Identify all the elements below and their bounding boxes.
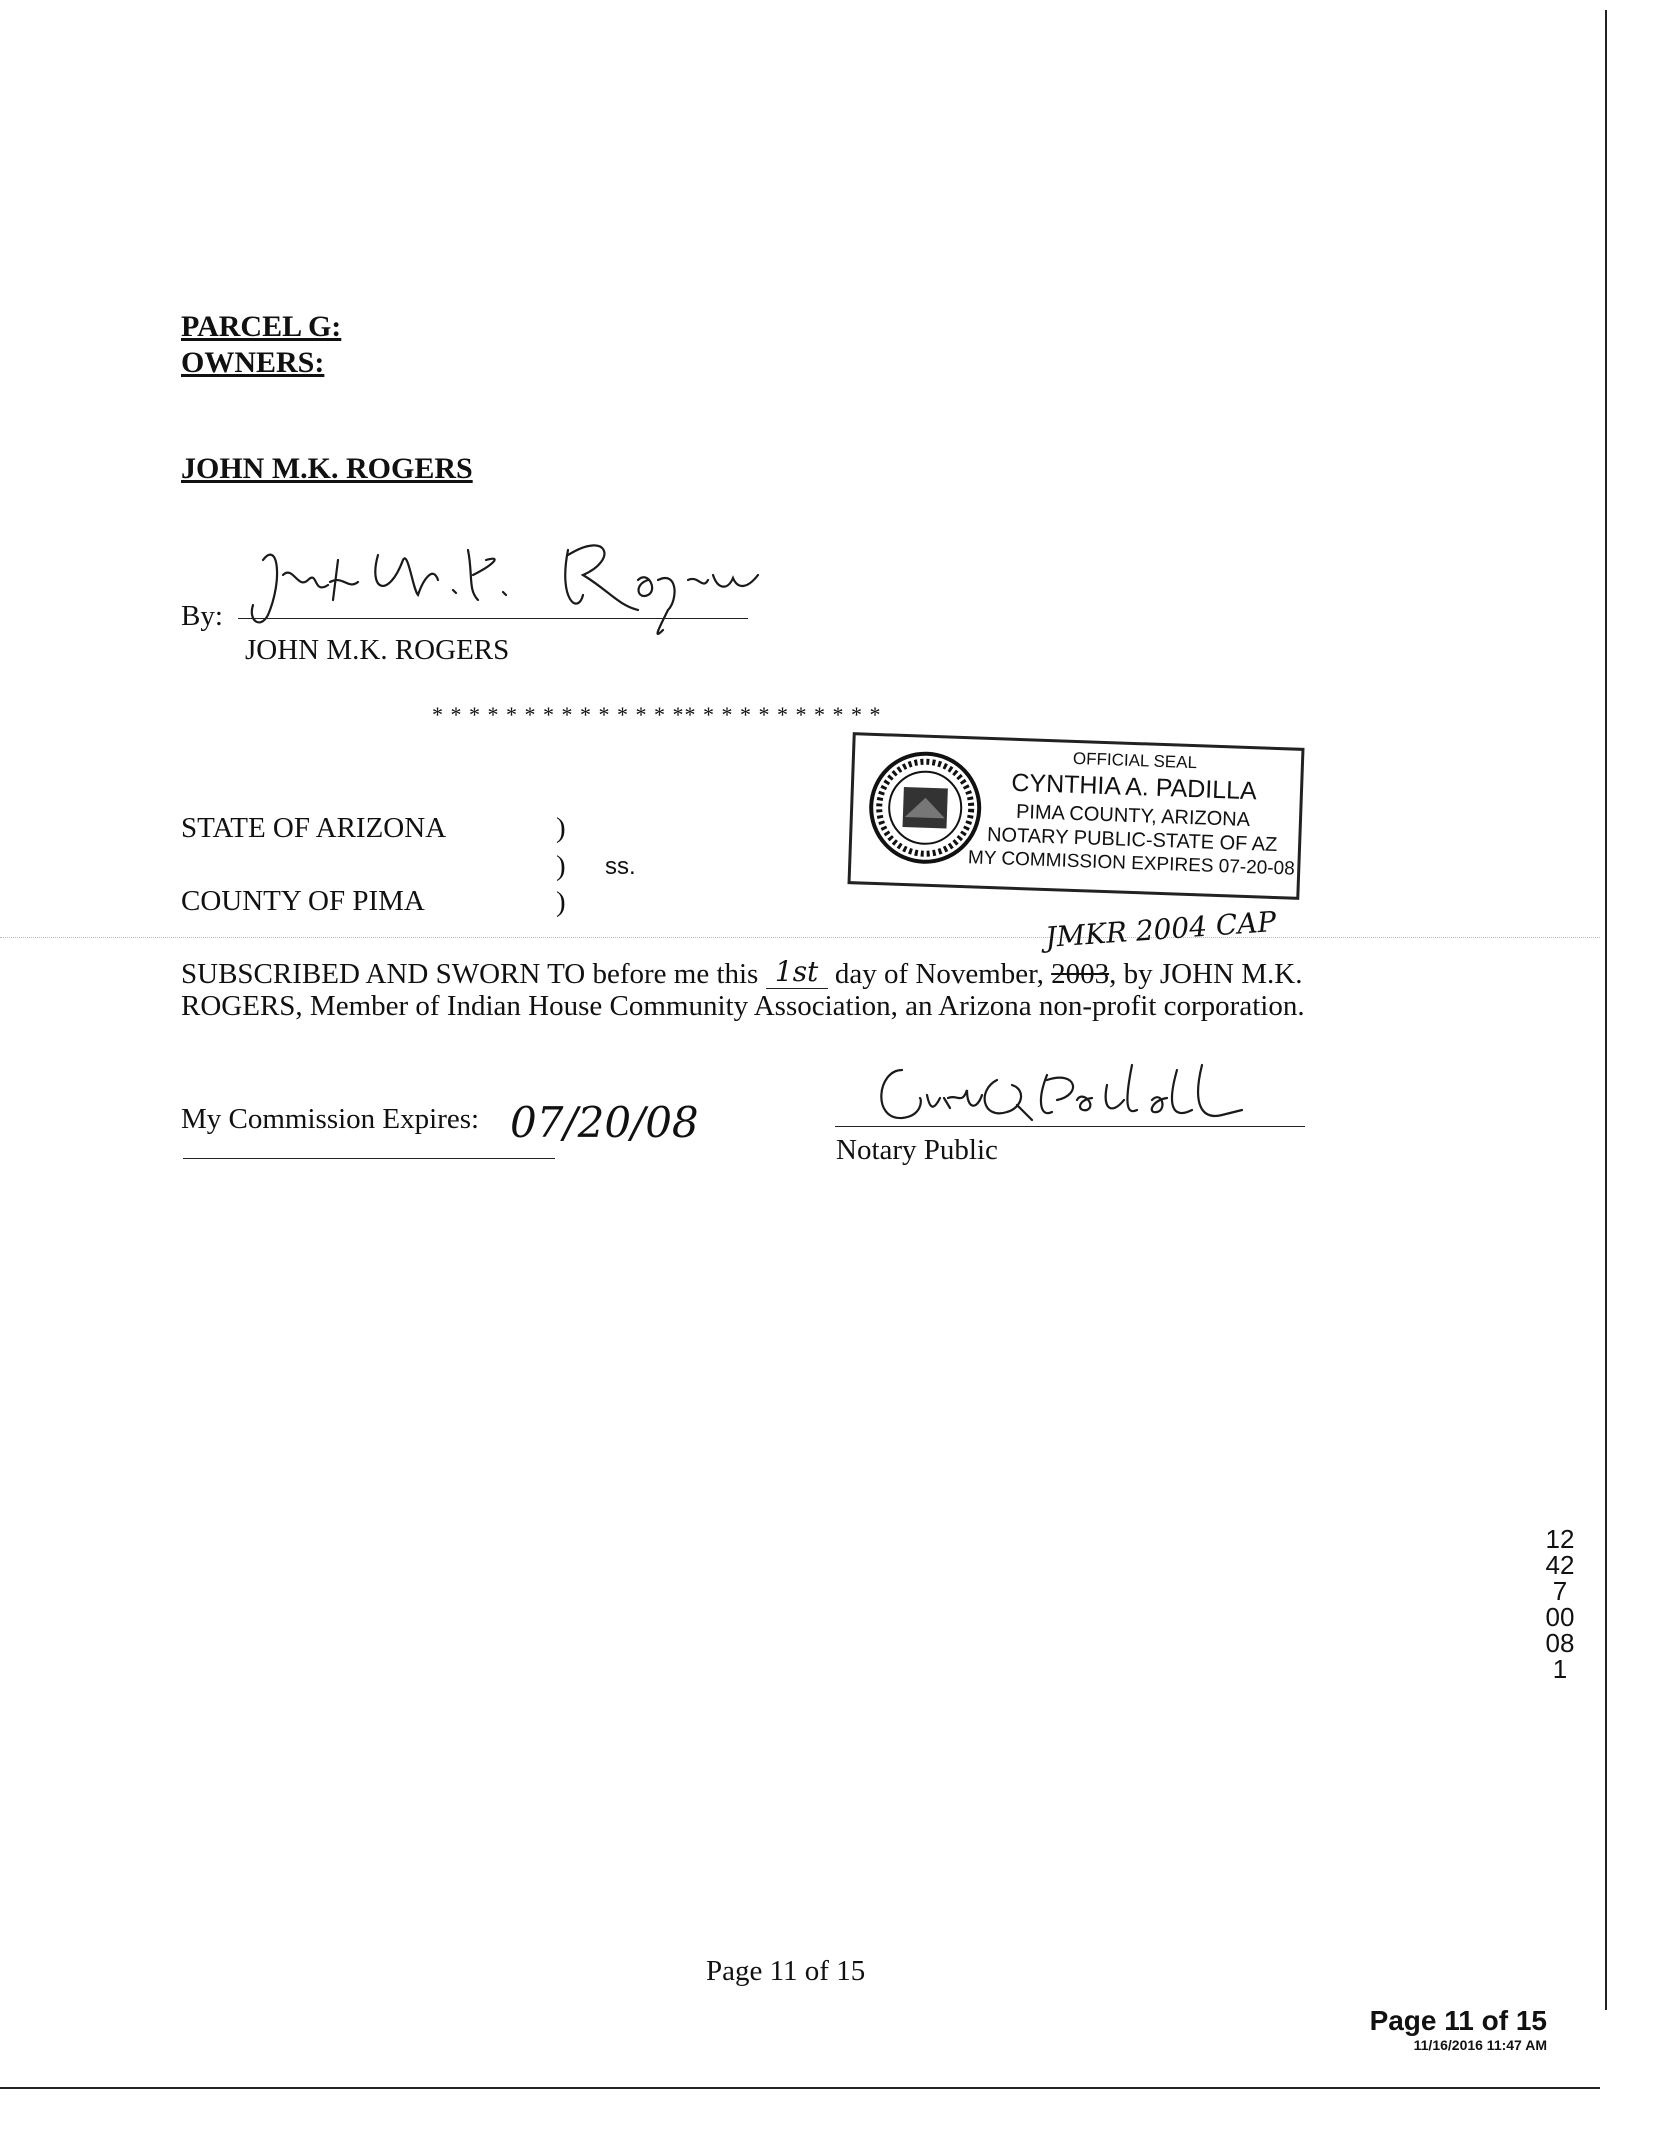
footer-stamp	[1370, 2005, 1547, 2053]
commission-date-handwritten: 07/20/08	[510, 1098, 699, 1147]
venue-state: STATE OF ARIZONA	[181, 812, 447, 844]
jurat-year-struck: 2003	[1051, 958, 1110, 990]
notary-signature	[862, 1050, 1302, 1130]
footer-timestamp: 11/16/2016 11:47 AM	[1413, 2037, 1547, 2053]
page-label: Page 11 of 15	[706, 1955, 866, 1987]
official-seal-stamp	[847, 732, 1304, 900]
venue-paren: )	[556, 850, 566, 882]
recording-number: 12427 00081	[1545, 1524, 1575, 1684]
owner-signature	[238, 520, 778, 640]
jurat-text-before-day: SUBSCRIBED AND SWORN TO before me this	[181, 958, 759, 990]
owner-name: JOHN M.K. ROGERS	[181, 452, 473, 485]
jurat-text-after-day: day of November,	[834, 958, 1044, 990]
commission-date-line	[183, 1158, 555, 1159]
venue-paren: )	[556, 886, 566, 918]
notary-signature-line	[835, 1126, 1305, 1127]
jurat-day-handwritten: 1st	[766, 955, 828, 989]
jurat-line-2: ROGERS, Member of Indian House Community Association, an Arizona non-profit corporation.	[181, 990, 1305, 1022]
seal-county: PIMA COUNTY, ARIZONA	[1015, 800, 1251, 832]
seal-expiration: MY COMMISSION EXPIRES 07-20-08	[967, 847, 1296, 880]
seal-title: OFFICIAL SEAL	[1072, 748, 1198, 773]
footer-page: Page 11 of 15	[1369, 2005, 1547, 2036]
signer-printed-name: JOHN M.K. ROGERS	[245, 634, 510, 666]
parcel-heading: PARCEL G:	[181, 310, 342, 343]
commission-label: My Commission Expires:	[181, 1103, 480, 1135]
seal-notary-name: CYNTHIA A. PADILLA	[1010, 768, 1258, 806]
scan-fold-line	[0, 937, 1600, 938]
section-separator: * * * * * * * * * * * * * ** * * * * * * * * * *	[432, 702, 882, 727]
owner-signature-line	[238, 618, 748, 619]
jurat-text-after-year: , by JOHN M.K.	[1109, 958, 1303, 990]
bottom-page-rule	[0, 2087, 1600, 2089]
owners-heading: OWNERS:	[181, 346, 325, 379]
by-label: By:	[181, 600, 223, 632]
notary-label: Notary Public	[836, 1134, 998, 1166]
seal-role: NOTARY PUBLIC-STATE OF AZ	[986, 823, 1278, 857]
venue-county: COUNTY OF PIMA	[181, 885, 425, 917]
right-page-border	[1605, 10, 1607, 2010]
correction-initials: JMKR 2004 CAP	[1044, 904, 1278, 955]
venue-ss: ss.	[605, 853, 636, 880]
venue-paren: )	[556, 812, 566, 844]
jurat-line-1	[181, 955, 1302, 991]
